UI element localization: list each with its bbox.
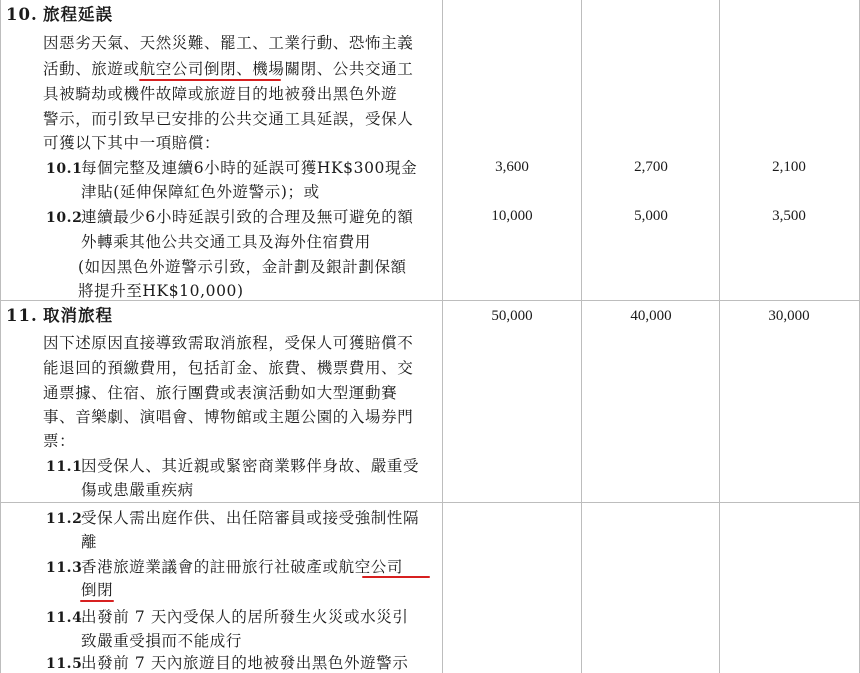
section-number: 11. [6,306,38,325]
intro-line: 警示，而引致早已安排的公共交通工具延誤，受保人 [43,110,414,128]
item-line: 受保人需出庭作供、出任陪審員或接受強制性隔 [81,509,420,527]
item-number: 11.5 [46,656,83,672]
item-number: 11.2 [46,511,83,527]
item-line: 倒閉 [81,581,114,599]
item-line: 出發前 7 天內旅遊目的地被發出黑色外遊警示 [81,654,409,672]
item-line: 外轉乘其他公共交通工具及海外住宿費用 [81,233,371,251]
intro-line: 票： [43,432,76,450]
item-line: (如因黑色外遊警示引致，金計劃及銀計劃保額 [78,258,407,276]
intro-line: 因惡劣天氣、天然災難、罷工、工業行動、恐怖主義 [43,34,414,52]
intro-line: 通票據、住宿、旅行團費或表演活動如大型運動賽 [43,384,398,402]
item-line: 將提升至HK$10,000) [78,282,244,300]
intro-line: 事、音樂劇、演唱會、博物館或主題公園的入場券門 [43,408,414,426]
item-line: 致嚴重受損而不能成行 [81,632,243,650]
intro-line: 可獲以下其中一項賠償： [43,134,221,152]
benefit-value: 40,000 [630,308,672,324]
item-number: 11.3 [46,560,83,576]
row-divider [0,502,860,503]
benefit-value: 50,000 [491,308,533,324]
red-underline [139,79,281,81]
item-number: 11.4 [46,610,83,626]
intro-line: 能退回的預繳費用，包括訂金、旅費、機票費用、交 [43,359,414,377]
row-divider [0,300,860,301]
benefit-value: 3,500 [772,208,806,224]
benefit-value: 2,700 [634,159,668,175]
section-title: 旅程延誤 [43,5,113,24]
intro-line: 活動、旅遊或航空公司倒閉、機場關閉、公共交通工 [43,60,414,78]
item-number: 10.1 [46,161,83,177]
item-line: 因受保人、其近親或緊密商業夥伴身故、嚴重受 [81,457,420,475]
section-number: 10. [6,5,38,24]
table-border-left [0,0,1,673]
benefit-value: 3,600 [495,159,529,175]
benefit-value: 10,000 [491,208,533,224]
column-divider [442,0,443,673]
item-line: 連續最少6小時延誤引致的合理及無可避免的額 [81,208,414,226]
item-line: 出發前 7 天內受保人的居所發生火災或水災引 [81,608,409,626]
item-line: 傷或患嚴重疾病 [81,481,194,499]
item-number: 11.1 [46,459,83,475]
intro-line: 因下述原因直接導致需取消旅程，受保人可獲賠償不 [43,334,414,352]
item-line: 香港旅遊業議會的註冊旅行社破產或航空公司 [81,558,404,576]
item-number: 10.2 [46,210,83,226]
section-title: 取消旅程 [43,306,113,325]
benefit-value: 2,100 [772,159,806,175]
red-underline [80,600,114,602]
item-line: 津貼(延伸保障紅色外遊警示)；或 [81,183,320,201]
benefit-value: 5,000 [634,208,668,224]
item-line: 離 [81,533,98,551]
item-line: 每個完整及連續6小時的延誤可獲HK$300現金 [81,159,418,177]
benefit-value: 30,000 [768,308,810,324]
red-underline [362,576,430,578]
column-divider [581,0,582,673]
column-divider [719,0,720,673]
intro-line: 具被騎劫或機件故障或旅遊目的地被發出黑色外遊 [43,85,398,103]
